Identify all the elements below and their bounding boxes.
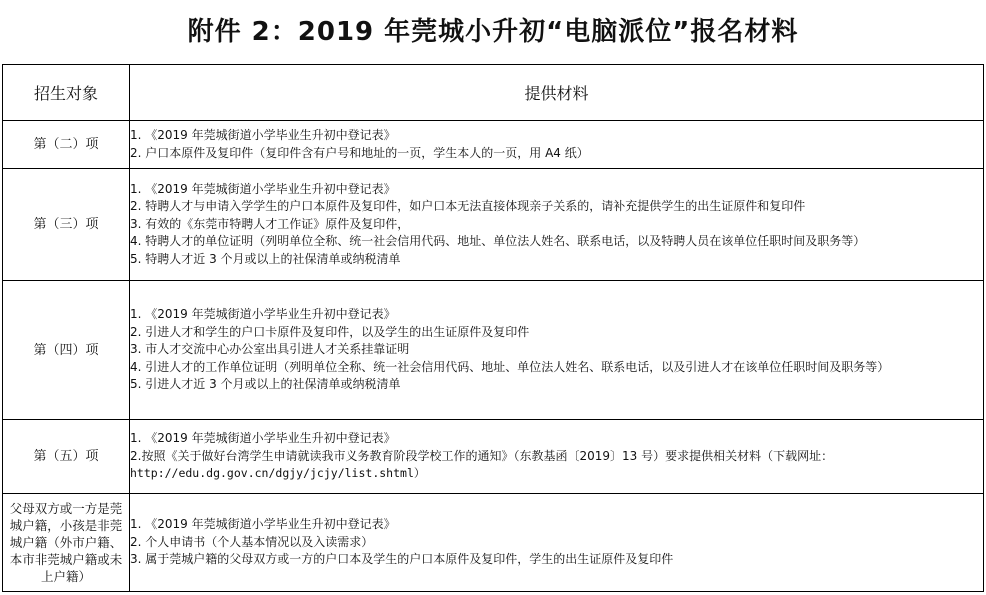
table-row [3, 420, 984, 494]
material-item: 2. 特聘人才与申请入学学生的户口本原件及复印件，如户口本无法直接体现亲子关系的，请补充提供学生的出生证原件和复印件 [130, 199, 806, 214]
column-header-materials: 提供材料 [130, 65, 984, 121]
row-target-label: 第（四）项 [3, 281, 130, 420]
material-item: 4. 引进人才的工作单位证明（列明单位全称、统一社会信用代码、地址、单位法人姓名、联系电话，以及引进人才在该单位任职时间及职务等） [130, 359, 890, 374]
column-header-target: 招生对象 [3, 65, 130, 121]
table-row [3, 169, 984, 281]
material-item: 3. 市人才交流中心办公室出具引进人才关系挂靠证明 [130, 342, 410, 357]
material-item: 4. 特聘人才的单位证明（列明单位全称、统一社会信用代码、地址、单位法人姓名、联系电话，以及特聘人员在该单位任职时间及职务等） [130, 234, 866, 249]
table-row [3, 494, 984, 592]
row-target-label: 父母双方或一方是莞城户籍，小孩是非莞城户籍（外市户籍、本市非莞城户籍或未上户籍） [3, 494, 130, 592]
material-item: 1. 《2019 年莞城街道小学毕业生升初中登记表》 [130, 307, 396, 322]
download-url: http://edu.dg.gov.cn/dgjy/jcjy/list.shtml） [130, 466, 426, 481]
material-item: 2.按照《关于做好台湾学生申请就读我市义务教育阶段学校工作的通知》（东教基函〔2019〕13 号）要求提供相关材料（下载网址： [130, 448, 834, 463]
material-item: 2. 个人申请书（个人基本情况以及入读需求） [130, 534, 374, 549]
materials-table [2, 64, 984, 592]
row-materials-cell [130, 169, 984, 281]
material-item: 3. 有效的《东莞市特聘人才工作证》原件及复印件， [130, 216, 410, 231]
row-materials-cell [130, 121, 984, 169]
row-target-label: 第（五）项 [3, 420, 130, 494]
row-target-label: 第（三）项 [3, 169, 130, 281]
row-materials-cell [130, 420, 984, 494]
table-row [3, 121, 984, 169]
material-item: 1. 《2019 年莞城街道小学毕业生升初中登记表》 [130, 181, 396, 196]
material-item: 1. 《2019 年莞城街道小学毕业生升初中登记表》 [130, 517, 396, 532]
material-item: 1. 《2019 年莞城街道小学毕业生升初中登记表》 [130, 431, 396, 446]
table-header-row [3, 65, 984, 121]
material-item: 2. 引进人才和学生的户口卡原件及复印件，以及学生的出生证原件及复印件 [130, 324, 530, 339]
row-materials-cell [130, 281, 984, 420]
material-item: 5. 引进人才近 3 个月或以上的社保清单或纳税清单 [130, 377, 401, 392]
material-item: 3. 属于莞城户籍的父母双方或一方的户口本及学生的户口本原件及复印件，学生的出生证原件及复印件 [130, 552, 674, 567]
document-title: 附件 2：2019 年莞城小升初“电脑派位”报名材料 [187, 17, 799, 47]
table-row [3, 281, 984, 420]
material-item: 5. 特聘人才近 3 个月或以上的社保清单或纳税清单 [130, 251, 401, 266]
material-item: 1. 《2019 年莞城街道小学毕业生升初中登记表》 [130, 128, 396, 142]
material-item: 2. 户口本原件及复印件（复印件含有户号和地址的一页，学生本人的一页，用 A4 纸） [130, 145, 589, 160]
row-materials-cell [130, 494, 984, 592]
row-target-label: 第（二）项 [3, 121, 130, 169]
